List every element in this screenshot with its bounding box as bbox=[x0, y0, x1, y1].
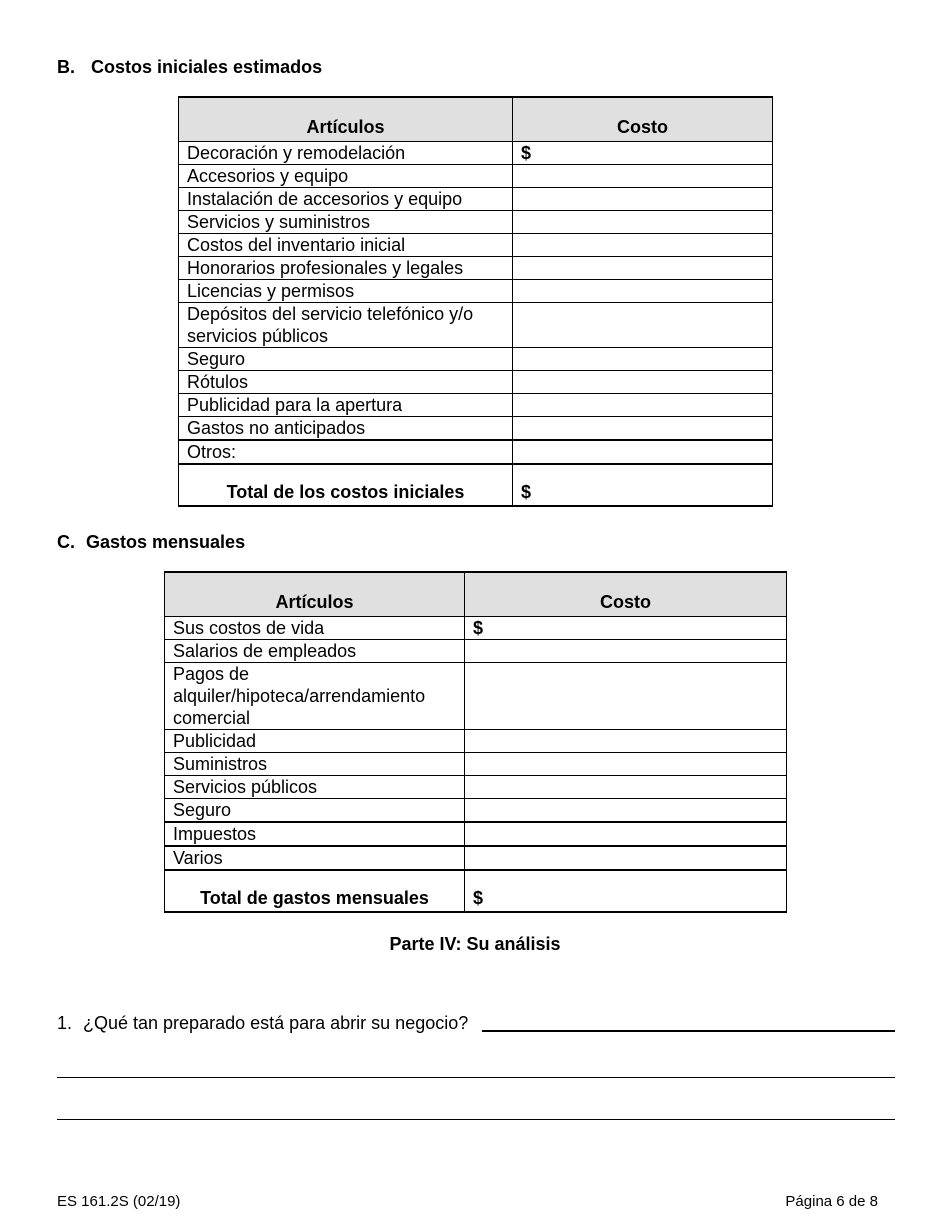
part-iv-title: Parte IV: Su análisis bbox=[389, 934, 561, 954]
table-row bbox=[179, 188, 773, 211]
row-label: Servicios públicos bbox=[165, 776, 465, 799]
cost-field[interactable] bbox=[513, 188, 773, 211]
table-row bbox=[179, 142, 773, 165]
cost-field[interactable] bbox=[513, 257, 773, 280]
cost-field[interactable]: $ bbox=[513, 142, 773, 165]
table-row bbox=[179, 348, 773, 371]
row-label: Pagos de alquiler/hipoteca/arrendamiento comercial bbox=[165, 663, 465, 730]
table-row bbox=[165, 753, 787, 776]
row-label: Decoración y remodelación bbox=[179, 142, 513, 165]
cost-field[interactable] bbox=[513, 348, 773, 371]
cost-field[interactable] bbox=[465, 640, 787, 663]
total-row bbox=[165, 870, 787, 912]
cost-field[interactable] bbox=[465, 663, 787, 730]
answer-line-3[interactable] bbox=[57, 1119, 895, 1120]
cost-field[interactable] bbox=[513, 211, 773, 234]
section-c-title bbox=[57, 532, 245, 553]
cost-field[interactable] bbox=[465, 822, 787, 846]
cost-field[interactable] bbox=[513, 234, 773, 257]
table-row bbox=[179, 371, 773, 394]
table-row bbox=[179, 440, 773, 464]
form-id: ES 161.2S (02/19) bbox=[57, 1193, 181, 1210]
row-label: Publicidad para la apertura bbox=[179, 394, 513, 417]
row-label: Instalación de accesorios y equipo bbox=[179, 188, 513, 211]
row-label: Salarios de empleados bbox=[165, 640, 465, 663]
page-number: Página 6 de 8 bbox=[785, 1193, 878, 1210]
row-label: Gastos no anticipados bbox=[179, 417, 513, 441]
answer-line-1[interactable] bbox=[482, 1030, 895, 1032]
table-row bbox=[179, 257, 773, 280]
cost-field[interactable] bbox=[513, 440, 773, 464]
row-label: Rótulos bbox=[179, 371, 513, 394]
table-header-row bbox=[165, 572, 787, 617]
cost-field[interactable] bbox=[465, 753, 787, 776]
column-header-items: Artículos bbox=[165, 572, 465, 617]
row-label: Licencias y permisos bbox=[179, 280, 513, 303]
cost-field[interactable] bbox=[465, 776, 787, 799]
table-row bbox=[179, 303, 773, 348]
table-row bbox=[165, 640, 787, 663]
table-row bbox=[179, 165, 773, 188]
question-text: ¿Qué tan preparado está para abrir su negocio? bbox=[83, 1013, 469, 1033]
cost-field[interactable] bbox=[513, 303, 773, 348]
row-label: Depósitos del servicio telefónico y/o servicios públicos bbox=[179, 303, 513, 348]
cost-field[interactable] bbox=[513, 280, 773, 303]
row-label: Varios bbox=[165, 846, 465, 870]
row-label: Accesorios y equipo bbox=[179, 165, 513, 188]
cost-field[interactable]: $ bbox=[465, 617, 787, 640]
section-b-title-text: Costos iniciales estimados bbox=[91, 57, 323, 77]
section-c-letter: C. bbox=[57, 532, 75, 552]
table-row bbox=[179, 280, 773, 303]
row-label: Honorarios profesionales y legales bbox=[179, 257, 513, 280]
row-label: Costos del inventario inicial bbox=[179, 234, 513, 257]
total-cost-field[interactable]: $ bbox=[513, 464, 773, 506]
table-row bbox=[165, 730, 787, 753]
answer-line-2[interactable] bbox=[57, 1077, 895, 1078]
total-row bbox=[179, 464, 773, 506]
table-header-row bbox=[179, 97, 773, 142]
cost-field[interactable] bbox=[513, 417, 773, 441]
total-cost-field[interactable]: $ bbox=[465, 870, 787, 912]
row-label: Seguro bbox=[179, 348, 513, 371]
column-header-items: Artículos bbox=[179, 97, 513, 142]
table-row bbox=[165, 663, 787, 730]
table-row bbox=[179, 234, 773, 257]
cost-field[interactable] bbox=[465, 846, 787, 870]
section-c-title-text: Gastos mensuales bbox=[86, 532, 246, 552]
row-label: Sus costos de vida bbox=[165, 617, 465, 640]
row-label: Publicidad bbox=[165, 730, 465, 753]
total-label: Total de gastos mensuales bbox=[165, 870, 465, 912]
row-label: Seguro bbox=[165, 799, 465, 823]
table-row bbox=[165, 846, 787, 870]
startup-costs-table bbox=[178, 96, 773, 507]
cost-field[interactable] bbox=[465, 730, 787, 753]
table-row bbox=[179, 394, 773, 417]
row-label: Suministros bbox=[165, 753, 465, 776]
total-label: Total de los costos iniciales bbox=[179, 464, 513, 506]
table-row bbox=[179, 417, 773, 441]
cost-field[interactable] bbox=[513, 371, 773, 394]
table-row bbox=[179, 211, 773, 234]
row-label: Otros: bbox=[179, 440, 513, 464]
table-row bbox=[165, 822, 787, 846]
table-row bbox=[165, 776, 787, 799]
section-b-letter: B. bbox=[57, 57, 75, 77]
column-header-cost: Costo bbox=[465, 572, 787, 617]
row-label: Servicios y suministros bbox=[179, 211, 513, 234]
cost-field[interactable] bbox=[513, 165, 773, 188]
question-number: 1. bbox=[57, 1013, 73, 1033]
question-1 bbox=[57, 1013, 468, 1034]
table-row bbox=[165, 617, 787, 640]
monthly-expenses-table bbox=[164, 571, 787, 913]
cost-field[interactable] bbox=[513, 394, 773, 417]
column-header-cost: Costo bbox=[513, 97, 773, 142]
row-label: Impuestos bbox=[165, 822, 465, 846]
cost-field[interactable] bbox=[465, 799, 787, 823]
table-row bbox=[165, 799, 787, 823]
section-b-title bbox=[57, 57, 322, 78]
